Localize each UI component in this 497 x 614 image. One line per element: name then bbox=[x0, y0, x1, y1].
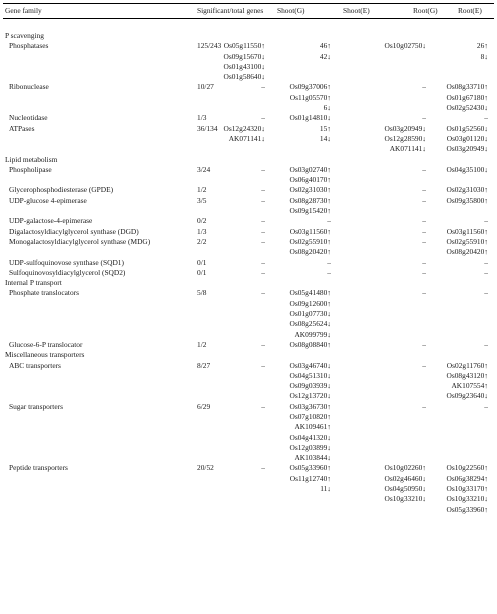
gene-family-cell: Phosphate translocators bbox=[9, 288, 79, 298]
significant-total-cell: 10/27 bbox=[197, 82, 214, 92]
root-e-cell: Os08g43120↑ bbox=[446, 370, 488, 380]
shoot-g-cell: Os12g24320↓ bbox=[223, 123, 265, 133]
shoot-g-cell: – bbox=[261, 236, 265, 246]
root-e-cell: – bbox=[484, 216, 488, 226]
shoot-g-cell: – bbox=[261, 195, 265, 205]
shoot-g-cell: – bbox=[261, 257, 265, 267]
gene-family-cell: Peptide transporters bbox=[9, 463, 68, 473]
shoot-e-cell: Os12g03899↓ bbox=[289, 442, 331, 452]
root-g-cell: Os03g20949↓ bbox=[384, 123, 426, 133]
root-e-cell: Os02g11760↑ bbox=[446, 360, 488, 370]
table-row bbox=[0, 185, 497, 195]
root-e-cell: Os03g01120↓ bbox=[446, 133, 488, 143]
root-e-cell: Os01g67180↑ bbox=[446, 92, 488, 102]
shoot-g-cell: – bbox=[261, 463, 265, 473]
shoot-e-cell: Os03g11560↑ bbox=[289, 226, 331, 236]
root-g-cell: – bbox=[422, 82, 426, 92]
table-row bbox=[0, 196, 497, 206]
header-root-e: Root(E) bbox=[458, 6, 482, 15]
table-row-continuation bbox=[0, 433, 497, 443]
shoot-g-cell: Os05g11550↑ bbox=[223, 41, 265, 51]
table-row bbox=[0, 258, 497, 268]
significant-total-cell: 2/2 bbox=[197, 236, 207, 246]
table-row-continuation bbox=[0, 381, 497, 391]
root-g-cell: Os10g02260↑ bbox=[384, 463, 426, 473]
root-e-cell: Os01g52560↓ bbox=[446, 123, 488, 133]
gene-family-cell: Sugar transporters bbox=[9, 401, 63, 411]
shoot-e-cell: Os08g25624↓ bbox=[289, 319, 331, 329]
root-g-cell: – bbox=[422, 185, 426, 195]
shoot-e-cell: Os04g41320↓ bbox=[289, 432, 331, 442]
table-row bbox=[0, 124, 497, 134]
gene-family-cell: ABC transporters bbox=[9, 360, 61, 370]
table-top-rule bbox=[3, 3, 494, 4]
gene-family-cell: UDP-sulfoquinovose synthase (SQD1) bbox=[9, 257, 124, 267]
shoot-e-cell: AK109461↑ bbox=[294, 422, 331, 432]
shoot-g-cell: – bbox=[261, 164, 265, 174]
shoot-g-cell: Os09g15670↓ bbox=[223, 51, 265, 61]
significant-total-cell: 36/134 bbox=[197, 123, 218, 133]
table-row bbox=[0, 463, 497, 473]
shoot-e-cell: 15↑ bbox=[319, 123, 331, 133]
gene-family-cell: Nucleotidase bbox=[9, 113, 48, 123]
section-title: Lipid metabolism bbox=[5, 154, 58, 164]
root-g-cell: – bbox=[422, 226, 426, 236]
root-e-cell: – bbox=[484, 267, 488, 277]
root-g-cell: – bbox=[422, 164, 426, 174]
root-g-cell: – bbox=[422, 267, 426, 277]
section-title: P scavenging bbox=[5, 31, 44, 40]
shoot-e-cell: Os03g36730↑ bbox=[289, 401, 331, 411]
section-header-row bbox=[0, 155, 497, 165]
shoot-e-cell: Os04g51310↓ bbox=[289, 370, 331, 380]
significant-total-cell: 1/3 bbox=[197, 113, 207, 123]
shoot-e-cell: 46↑ bbox=[319, 41, 331, 51]
significant-total-cell: 3/5 bbox=[197, 195, 207, 205]
gene-family-cell: UDP-glucose 4-epimerase bbox=[9, 195, 87, 205]
gene-family-cell: Glycerophosphodiesterase (GPDE) bbox=[9, 185, 114, 195]
root-g-cell: – bbox=[422, 339, 426, 349]
table-row-continuation bbox=[0, 247, 497, 257]
significant-total-cell: 125/243 bbox=[197, 41, 222, 51]
significant-total-cell: 0/1 bbox=[197, 267, 207, 277]
table-header-rule bbox=[3, 18, 494, 19]
root-g-cell: – bbox=[422, 401, 426, 411]
gene-family-cell: Monogalactosyldiacylglycerol synthase (MDG) bbox=[9, 236, 151, 246]
root-e-cell: – bbox=[484, 401, 488, 411]
root-e-cell: AK107554↑ bbox=[451, 381, 488, 391]
shoot-e-cell: Os12g13720↓ bbox=[289, 391, 331, 401]
root-e-cell: Os08g20420↑ bbox=[446, 247, 488, 257]
shoot-g-cell: Os01g58640↓ bbox=[223, 72, 265, 82]
root-e-cell: 8↓ bbox=[480, 51, 488, 61]
root-g-cell: – bbox=[422, 360, 426, 370]
root-e-cell: Os09g23640↓ bbox=[446, 391, 488, 401]
significant-total-cell: 0/2 bbox=[197, 216, 207, 226]
shoot-e-cell: 14↓ bbox=[319, 133, 331, 143]
root-g-cell: – bbox=[422, 195, 426, 205]
root-e-cell: – bbox=[484, 113, 488, 123]
table-row bbox=[0, 402, 497, 412]
shoot-e-cell: Os09g15420↑ bbox=[289, 206, 331, 216]
root-e-cell: Os05g33960↑ bbox=[446, 504, 488, 514]
table-row-continuation bbox=[0, 484, 497, 494]
gene-family-cell: Digalactosyldiacylglycerol synthase (DGD) bbox=[9, 226, 139, 236]
table-row-continuation bbox=[0, 494, 497, 504]
root-e-cell: – bbox=[484, 257, 488, 267]
header-root-g: Root(G) bbox=[413, 6, 438, 15]
gene-family-cell: Glucose-6-P translocator bbox=[9, 339, 83, 349]
table-row-continuation bbox=[0, 144, 497, 154]
shoot-e-cell: Os01g14810↓ bbox=[289, 113, 331, 123]
table-row bbox=[0, 216, 497, 226]
table-row-continuation bbox=[0, 391, 497, 401]
significant-total-cell: 3/24 bbox=[197, 164, 211, 174]
table-row-continuation bbox=[0, 175, 497, 185]
table-row bbox=[0, 227, 497, 237]
shoot-e-cell: AK103844↓ bbox=[294, 453, 331, 463]
root-e-cell: – bbox=[484, 288, 488, 298]
significant-total-cell: 6/29 bbox=[197, 401, 211, 411]
table-row bbox=[0, 237, 497, 247]
shoot-g-cell: AK071141↓ bbox=[228, 133, 265, 143]
root-e-cell: Os08g33710↑ bbox=[446, 82, 488, 92]
shoot-g-cell: – bbox=[261, 185, 265, 195]
root-e-cell: Os02g31030↑ bbox=[446, 185, 488, 195]
significant-total-cell: 0/1 bbox=[197, 257, 207, 267]
gene-family-cell: ATPases bbox=[9, 123, 35, 133]
root-e-cell: – bbox=[484, 339, 488, 349]
root-g-cell: Os10g02750↓ bbox=[384, 41, 426, 51]
table-row-continuation bbox=[0, 309, 497, 319]
shoot-e-cell: Os11g12740↑ bbox=[289, 473, 331, 483]
table-row-continuation bbox=[0, 103, 497, 113]
root-g-cell: Os10g33210↓ bbox=[384, 494, 426, 504]
shoot-g-cell: – bbox=[261, 288, 265, 298]
section-header-row bbox=[0, 350, 497, 360]
shoot-g-cell: – bbox=[261, 82, 265, 92]
root-g-cell: – bbox=[422, 113, 426, 123]
shoot-e-cell: Os03g46740↓ bbox=[289, 360, 331, 370]
shoot-g-cell: Os01g43100↓ bbox=[223, 61, 265, 71]
shoot-e-cell: Os09g12600↑ bbox=[289, 298, 331, 308]
root-e-cell: Os03g11560↑ bbox=[446, 226, 488, 236]
table-row bbox=[0, 113, 497, 123]
section-title: Internal P transport bbox=[5, 278, 62, 288]
shoot-e-cell: Os05g33960↑ bbox=[289, 463, 331, 473]
shoot-e-cell: – bbox=[327, 257, 331, 267]
shoot-e-cell: Os11g05570↑ bbox=[289, 92, 331, 102]
table-row bbox=[0, 41, 497, 51]
header-gene-family: Gene family bbox=[5, 6, 42, 15]
shoot-e-cell: Os09g37006↑ bbox=[289, 82, 331, 92]
table-row-continuation bbox=[0, 134, 497, 144]
shoot-g-cell: – bbox=[261, 226, 265, 236]
header-shoot-e: Shoot(E) bbox=[343, 6, 370, 15]
table-row bbox=[0, 288, 497, 298]
shoot-e-cell: Os05g41480↑ bbox=[289, 288, 331, 298]
table-row-continuation bbox=[0, 453, 497, 463]
table-body bbox=[0, 31, 497, 515]
table-row-continuation bbox=[0, 412, 497, 422]
shoot-g-cell: – bbox=[261, 401, 265, 411]
section-header-row bbox=[0, 278, 497, 288]
root-g-cell: – bbox=[422, 257, 426, 267]
gene-family-cell: Phosphatases bbox=[9, 41, 49, 51]
table-row-continuation bbox=[0, 319, 497, 329]
root-e-cell: Os10g33170↑ bbox=[446, 484, 488, 494]
table-row-continuation bbox=[0, 299, 497, 309]
root-g-cell: Os12g28590↓ bbox=[384, 133, 426, 143]
shoot-e-cell: Os09g03939↓ bbox=[289, 381, 331, 391]
section-title: Miscellaneous transporters bbox=[5, 350, 85, 360]
shoot-e-cell: Os02g31030↑ bbox=[289, 185, 331, 195]
shoot-g-cell: – bbox=[261, 360, 265, 370]
shoot-e-cell: 42↓ bbox=[319, 51, 331, 61]
table-row-continuation bbox=[0, 443, 497, 453]
shoot-e-cell: Os07g10820↑ bbox=[289, 411, 331, 421]
gene-family-cell: Phospholipase bbox=[9, 164, 52, 174]
header-significant-total: Significant/total genes bbox=[197, 6, 264, 15]
shoot-g-cell: – bbox=[261, 267, 265, 277]
table-row-continuation bbox=[0, 505, 497, 515]
root-e-cell: Os09g35800↑ bbox=[446, 195, 488, 205]
root-e-cell: Os10g33210↓ bbox=[446, 494, 488, 504]
root-e-cell: Os10g22560↑ bbox=[446, 463, 488, 473]
significant-total-cell: 8/27 bbox=[197, 360, 211, 370]
significant-total-cell: 5/8 bbox=[197, 288, 207, 298]
shoot-e-cell: Os08g20420↑ bbox=[289, 247, 331, 257]
shoot-g-cell: – bbox=[261, 113, 265, 123]
root-e-cell: Os03g20949↓ bbox=[446, 144, 488, 154]
significant-total-cell: 1/2 bbox=[197, 339, 207, 349]
section-header-row bbox=[0, 31, 497, 41]
root-e-cell: 26↑ bbox=[476, 41, 488, 51]
root-g-cell: Os02g46460↓ bbox=[384, 473, 426, 483]
significant-total-cell: 20/52 bbox=[197, 463, 214, 473]
shoot-e-cell: 11↓ bbox=[320, 484, 331, 494]
root-g-cell: AK071141↓ bbox=[389, 144, 426, 154]
table-row bbox=[0, 361, 497, 371]
shoot-e-cell: Os02g55910↑ bbox=[289, 236, 331, 246]
shoot-e-cell: – bbox=[327, 216, 331, 226]
shoot-e-cell: Os01g07730↓ bbox=[289, 309, 331, 319]
table-row-continuation bbox=[0, 474, 497, 484]
table-row bbox=[0, 82, 497, 92]
table-row-continuation bbox=[0, 93, 497, 103]
table-row-continuation bbox=[0, 206, 497, 216]
header-shoot-g: Shoot(G) bbox=[277, 6, 305, 15]
root-g-cell: – bbox=[422, 236, 426, 246]
table-row-continuation bbox=[0, 371, 497, 381]
shoot-e-cell: Os08g08840↑ bbox=[289, 339, 331, 349]
shoot-e-cell: AK099799↓ bbox=[294, 329, 331, 339]
root-e-cell: Os02g52430↓ bbox=[446, 103, 488, 113]
root-e-cell: Os04g35100↓ bbox=[446, 164, 488, 174]
significant-total-cell: 1/2 bbox=[197, 185, 207, 195]
table-row-continuation bbox=[0, 72, 497, 82]
shoot-e-cell: Os06g40170↑ bbox=[289, 175, 331, 185]
gene-family-cell: UDP-galactose-4-epimerase bbox=[9, 216, 93, 226]
table-row bbox=[0, 165, 497, 175]
shoot-g-cell: – bbox=[261, 339, 265, 349]
root-g-cell: – bbox=[422, 216, 426, 226]
root-e-cell: Os02g55910↑ bbox=[446, 236, 488, 246]
root-g-cell: – bbox=[422, 288, 426, 298]
root-g-cell: Os04g50950↓ bbox=[384, 484, 426, 494]
table-row-continuation bbox=[0, 52, 497, 62]
table-row bbox=[0, 340, 497, 350]
significant-total-cell: 1/3 bbox=[197, 226, 207, 236]
shoot-e-cell: Os03g02740↑ bbox=[289, 164, 331, 174]
table-row bbox=[0, 268, 497, 278]
shoot-e-cell: Os08g28730↑ bbox=[289, 195, 331, 205]
shoot-e-cell: 6↓ bbox=[323, 103, 331, 113]
table-row-continuation bbox=[0, 422, 497, 432]
root-e-cell: Os06g38294↑ bbox=[446, 473, 488, 483]
gene-family-cell: Ribonuclease bbox=[9, 82, 49, 92]
table-row-continuation bbox=[0, 62, 497, 72]
gene-family-cell: Sulfoquinovosyldiacylglycerol (SQD2) bbox=[9, 267, 126, 277]
table-row-continuation bbox=[0, 330, 497, 340]
shoot-g-cell: – bbox=[261, 216, 265, 226]
shoot-e-cell: – bbox=[327, 267, 331, 277]
